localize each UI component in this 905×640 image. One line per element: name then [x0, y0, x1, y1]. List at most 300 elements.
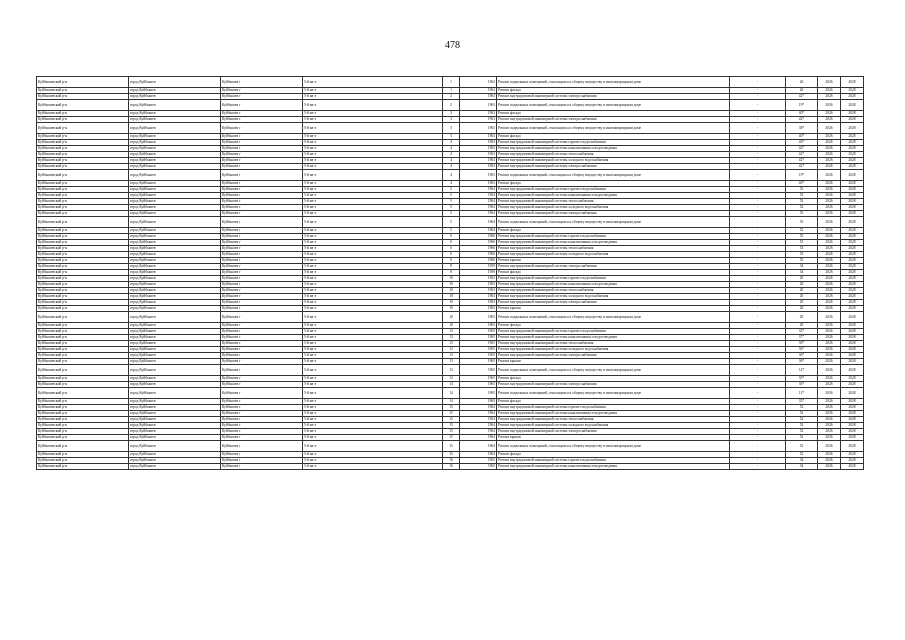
cell-address: 5-й кв-л [303, 240, 443, 246]
cell-cost: 52 [786, 435, 818, 441]
cell-year-end: 2028 [841, 288, 864, 294]
cell-district: Куйбышевский р-н [37, 211, 129, 217]
cell-house-number: 15 [443, 423, 460, 429]
cell-locality: город Куйбышев [129, 405, 221, 411]
cell-locality: город Куйбышев [129, 152, 221, 158]
cell-dash: - [730, 388, 786, 399]
cell-house-number: 10 [443, 294, 460, 300]
cell-street: Куйбышев г [221, 335, 303, 341]
cell-cost: 42* [786, 152, 818, 158]
cell-street: Куйбышев г [221, 435, 303, 441]
cell-year-end: 2028 [841, 234, 864, 240]
cell-street: Куйбышев г [221, 429, 303, 435]
cell-year-end: 2028 [841, 205, 864, 211]
cell-cost: 52 [786, 441, 818, 452]
cell-dash: - [730, 347, 786, 353]
cell-house-number: 4 [443, 164, 460, 170]
cell-street: Куйбышев г [221, 252, 303, 258]
cell-work-type: Ремонт внутридомовой инженерной системы холодного водоснабжения [497, 423, 730, 429]
cell-year-built: 1964 [460, 405, 497, 411]
cell-house-number: 8 [443, 264, 460, 270]
cell-year-start: 2026 [818, 246, 841, 252]
repair-schedule-table [36, 76, 864, 470]
cell-district: Куйбышевский р-н [37, 181, 129, 187]
cell-dash: - [730, 152, 786, 158]
cell-district: Куйбышевский р-н [37, 335, 129, 341]
cell-house-number: 6 [443, 252, 460, 258]
cell-address: 5-й кв-л [303, 347, 443, 353]
cell-dash: - [730, 234, 786, 240]
cell-address: 5-й кв-л [303, 140, 443, 146]
cell-year-start: 2026 [818, 88, 841, 94]
cell-year-start: 2026 [818, 117, 841, 123]
cell-year-built: 1966 [460, 246, 497, 252]
cell-year-built: 1963 [460, 158, 497, 164]
cell-year-start: 2026 [818, 234, 841, 240]
cell-year-start: 2026 [818, 158, 841, 164]
cell-address: 5-й кв-л [303, 300, 443, 306]
cell-cost: 40* [786, 111, 818, 117]
cell-dash: - [730, 276, 786, 282]
cell-address: 5-й кв-л [303, 77, 443, 88]
cell-locality: город Куйбышев [129, 88, 221, 94]
cell-year-start: 2026 [818, 211, 841, 217]
cell-year-built: 1963 [460, 140, 497, 146]
cell-district: Куйбышевский р-н [37, 187, 129, 193]
cell-work-type: Ремонт фасада [497, 228, 730, 234]
cell-locality: город Куйбышев [129, 205, 221, 211]
cell-dash: - [730, 405, 786, 411]
cell-address: 5-й кв-л [303, 306, 443, 312]
cell-year-start: 2026 [818, 111, 841, 117]
cell-house-number: 5 [443, 199, 460, 205]
cell-dash: - [730, 170, 786, 181]
cell-dash: - [730, 240, 786, 246]
cell-street: Куйбышев г [221, 441, 303, 452]
cell-address: 5-й кв-л [303, 170, 443, 181]
cell-work-type: Ремонт подвальных помещений, относящихся к общему имуществу в многоквартирном доме [497, 312, 730, 323]
cell-year-built: 1963 [460, 276, 497, 282]
cell-locality: город Куйбышев [129, 423, 221, 429]
cell-year-start: 2026 [818, 270, 841, 276]
cell-district: Куйбышевский р-н [37, 423, 129, 429]
cell-street: Куйбышев г [221, 341, 303, 347]
cell-dash: - [730, 123, 786, 134]
cell-district: Куйбышевский р-н [37, 359, 129, 365]
cell-house-number: 14 [443, 399, 460, 405]
cell-year-built: 1965 [460, 329, 497, 335]
cell-year-built: 1964 [460, 217, 497, 228]
cell-cost: 19* [786, 100, 818, 111]
cell-year-built: 1965 [460, 464, 497, 470]
cell-district: Куйбышевский р-н [37, 435, 129, 441]
cell-locality: город Куйбышев [129, 146, 221, 152]
cell-district: Куйбышевский р-н [37, 199, 129, 205]
cell-year-end: 2028 [841, 411, 864, 417]
cell-year-built: 1965 [460, 341, 497, 347]
cell-year-start: 2026 [818, 312, 841, 323]
cell-work-type: Ремонт внутридомовой инженерной системы электроснабжения [497, 164, 730, 170]
cell-street: Куйбышев г [221, 353, 303, 359]
cell-house-number: 3 [443, 117, 460, 123]
cell-year-built: 1964 [460, 435, 497, 441]
cell-cost: 20 [786, 306, 818, 312]
cell-street: Куйбышев г [221, 452, 303, 458]
cell-year-start: 2026 [818, 187, 841, 193]
cell-cost: 53 [786, 211, 818, 217]
cell-street: Куйбышев г [221, 134, 303, 140]
cell-year-end: 2028 [841, 134, 864, 140]
cell-cost: 53 [786, 193, 818, 199]
cell-house-number: 10 [443, 306, 460, 312]
cell-work-type: Ремонт фасада [497, 181, 730, 187]
cell-house-number: 5 [443, 211, 460, 217]
cell-cost: 20 [786, 276, 818, 282]
cell-cost: 42* [786, 164, 818, 170]
cell-address: 5-й кв-л [303, 411, 443, 417]
cell-year-start: 2026 [818, 264, 841, 270]
cell-address: 5-й кв-л [303, 258, 443, 264]
cell-cost: 53 [786, 187, 818, 193]
cell-year-built: 1966 [460, 252, 497, 258]
cell-year-start: 2026 [818, 300, 841, 306]
cell-cost: 53 [786, 217, 818, 228]
cell-year-built: 1964 [460, 429, 497, 435]
cell-cost: 53 [786, 240, 818, 246]
cell-year-start: 2026 [818, 140, 841, 146]
cell-house-number: 4 [443, 158, 460, 164]
cell-dash: - [730, 217, 786, 228]
cell-district: Куйбышевский р-н [37, 464, 129, 470]
cell-cost: 53 [786, 234, 818, 240]
cell-year-start: 2026 [818, 452, 841, 458]
cell-year-built: 1963 [460, 164, 497, 170]
cell-cost: 52 [786, 452, 818, 458]
cell-locality: город Куйбышев [129, 312, 221, 323]
cell-locality: город Куйбышев [129, 306, 221, 312]
cell-year-start: 2026 [818, 376, 841, 382]
cell-year-built: 1963 [460, 152, 497, 158]
cell-dash: - [730, 288, 786, 294]
cell-district: Куйбышевский р-н [37, 365, 129, 376]
cell-dash: - [730, 300, 786, 306]
cell-year-end: 2028 [841, 441, 864, 452]
cell-street: Куйбышев г [221, 347, 303, 353]
cell-cost: 53 [786, 199, 818, 205]
cell-street: Куйбышев г [221, 111, 303, 117]
cell-locality: город Куйбышев [129, 359, 221, 365]
cell-year-end: 2028 [841, 270, 864, 276]
cell-year-end: 2028 [841, 77, 864, 88]
cell-house-number: 15 [443, 435, 460, 441]
cell-address: 5-й кв-л [303, 282, 443, 288]
cell-cost: 34 [786, 264, 818, 270]
cell-address: 5-й кв-л [303, 234, 443, 240]
cell-year-end: 2028 [841, 458, 864, 464]
table-row [37, 100, 864, 111]
cell-work-type: Ремонт внутридомовой инженерной системы канализования и водоотведения [497, 240, 730, 246]
cell-year-end: 2028 [841, 181, 864, 187]
cell-district: Куйбышевский р-н [37, 312, 129, 323]
cell-house-number: 13 [443, 376, 460, 382]
cell-street: Куйбышев г [221, 258, 303, 264]
cell-year-built: 1959 [460, 264, 497, 270]
cell-district: Куйбышевский р-н [37, 258, 129, 264]
cell-year-built: 1963 [460, 282, 497, 288]
table-row [37, 312, 864, 323]
table-row [37, 441, 864, 452]
cell-locality: город Куйбышев [129, 435, 221, 441]
cell-address: 5-й кв-л [303, 464, 443, 470]
cell-year-built: 1965 [460, 359, 497, 365]
cell-year-start: 2026 [818, 347, 841, 353]
cell-year-start: 2026 [818, 100, 841, 111]
cell-dash: - [730, 365, 786, 376]
cell-house-number: 2 [443, 94, 460, 100]
cell-address: 5-й кв-л [303, 264, 443, 270]
cell-dash: - [730, 252, 786, 258]
cell-street: Куйбышев г [221, 329, 303, 335]
cell-district: Куйбышевский р-н [37, 111, 129, 117]
table-row [37, 365, 864, 376]
cell-locality: город Куйбышев [129, 411, 221, 417]
cell-address: 5-й кв-л [303, 117, 443, 123]
cell-dash: - [730, 423, 786, 429]
cell-year-end: 2028 [841, 94, 864, 100]
cell-district: Куйбышевский р-н [37, 193, 129, 199]
cell-cost: 53 [786, 246, 818, 252]
cell-cost: 37* [786, 335, 818, 341]
cell-cost: 42* [786, 94, 818, 100]
cell-work-type: Ремонт подвальных помещений, относящихся к общему имуществу в многоквартирном доме [497, 441, 730, 452]
cell-address: 5-й кв-л [303, 329, 443, 335]
cell-street: Куйбышев г [221, 264, 303, 270]
cell-year-start: 2026 [818, 429, 841, 435]
cell-cost: 36* [786, 347, 818, 353]
cell-house-number: 5 [443, 187, 460, 193]
cell-cost: 20 [786, 312, 818, 323]
cell-year-start: 2026 [818, 353, 841, 359]
cell-house-number: 14 [443, 382, 460, 388]
table-row [37, 170, 864, 181]
cell-year-end: 2028 [841, 228, 864, 234]
cell-locality: город Куйбышев [129, 399, 221, 405]
cell-work-type: Ремонт внутридомовой инженерной системы канализования и водоотведения [497, 193, 730, 199]
cell-work-type: Ремонт внутридомовой инженерной системы горячего водоснабжения [497, 187, 730, 193]
cell-year-end: 2028 [841, 435, 864, 441]
cell-work-type: Ремонт крыши [497, 359, 730, 365]
cell-district: Куйбышевский р-н [37, 270, 129, 276]
cell-cost: 19* [786, 170, 818, 181]
cell-work-type: Ремонт внутридомовой инженерной системы холодного водоснабжения [497, 205, 730, 211]
cell-dash: - [730, 312, 786, 323]
cell-cost: 53 [786, 258, 818, 264]
cell-locality: город Куйбышев [129, 234, 221, 240]
cell-street: Куйбышев г [221, 205, 303, 211]
cell-year-built: 1963 [460, 294, 497, 300]
cell-district: Куйбышевский р-н [37, 306, 129, 312]
cell-house-number: 13 [443, 347, 460, 353]
cell-year-end: 2028 [841, 300, 864, 306]
cell-cost: 34 [786, 464, 818, 470]
cell-cost: 12* [786, 365, 818, 376]
cell-dash: - [730, 134, 786, 140]
cell-year-end: 2028 [841, 359, 864, 365]
cell-year-built: 1963 [460, 288, 497, 294]
cell-address: 5-й кв-л [303, 423, 443, 429]
cell-work-type: Ремонт подвальных помещений, относящихся к общему имуществу в многоквартирном доме [497, 100, 730, 111]
cell-year-start: 2026 [818, 282, 841, 288]
cell-district: Куйбышевский р-н [37, 399, 129, 405]
cell-year-end: 2028 [841, 312, 864, 323]
cell-work-type: Ремонт внутридомовой инженерной системы электроснабжения [497, 264, 730, 270]
cell-year-built: 1964 [460, 417, 497, 423]
cell-cost: 30* [786, 341, 818, 347]
cell-district: Куйбышевский р-н [37, 170, 129, 181]
cell-district: Куйбышевский р-н [37, 417, 129, 423]
cell-year-end: 2028 [841, 199, 864, 205]
cell-dash: - [730, 158, 786, 164]
cell-year-start: 2026 [818, 199, 841, 205]
cell-year-built: 1963 [460, 300, 497, 306]
cell-house-number: 13 [443, 365, 460, 376]
cell-work-type: Ремонт внутридомовой инженерной системы холодного водоснабжения [497, 158, 730, 164]
cell-year-built: 1965 [460, 399, 497, 405]
cell-dash: - [730, 77, 786, 88]
cell-year-start: 2026 [818, 294, 841, 300]
cell-house-number: 5 [443, 205, 460, 211]
cell-street: Куйбышев г [221, 228, 303, 234]
cell-street: Куйбышев г [221, 152, 303, 158]
cell-street: Куйбышев г [221, 193, 303, 199]
cell-year-built: 1966 [460, 258, 497, 264]
cell-house-number: 6 [443, 240, 460, 246]
cell-house-number: 6 [443, 234, 460, 240]
cell-address: 5-й кв-л [303, 458, 443, 464]
cell-year-end: 2028 [841, 111, 864, 117]
cell-house-number: 5 [443, 217, 460, 228]
cell-district: Куйбышевский р-н [37, 158, 129, 164]
cell-locality: город Куйбышев [129, 246, 221, 252]
cell-house-number: 14 [443, 388, 460, 399]
cell-cost: 42* [786, 146, 818, 152]
cell-dash: - [730, 187, 786, 193]
cell-year-end: 2028 [841, 294, 864, 300]
cell-street: Куйбышев г [221, 158, 303, 164]
cell-dash: - [730, 199, 786, 205]
cell-house-number: 4 [443, 181, 460, 187]
cell-year-start: 2026 [818, 228, 841, 234]
cell-locality: город Куйбышев [129, 111, 221, 117]
cell-district: Куйбышевский р-н [37, 388, 129, 399]
cell-year-start: 2026 [818, 458, 841, 464]
cell-work-type: Ремонт внутридомовой инженерной системы теплоснабжения [497, 199, 730, 205]
cell-street: Куйбышев г [221, 140, 303, 146]
cell-locality: город Куйбышев [129, 365, 221, 376]
cell-work-type: Ремонт фасада [497, 376, 730, 382]
cell-district: Куйбышевский р-н [37, 429, 129, 435]
cell-dash: - [730, 193, 786, 199]
cell-dash: - [730, 270, 786, 276]
cell-cost: 52 [786, 411, 818, 417]
cell-work-type: Ремонт крыши [497, 435, 730, 441]
cell-cost: 38* [786, 123, 818, 134]
cell-locality: город Куйбышев [129, 211, 221, 217]
cell-year-built: 1965 [460, 365, 497, 376]
cell-locality: город Куйбышев [129, 294, 221, 300]
cell-address: 5-й кв-л [303, 228, 443, 234]
cell-year-start: 2026 [818, 276, 841, 282]
cell-year-end: 2028 [841, 335, 864, 341]
cell-year-built: 1963 [460, 306, 497, 312]
cell-work-type: Ремонт внутридомовой инженерной системы электроснабжения [497, 353, 730, 359]
cell-street: Куйбышев г [221, 270, 303, 276]
cell-locality: город Куйбышев [129, 335, 221, 341]
cell-dash: - [730, 382, 786, 388]
cell-address: 5-й кв-л [303, 417, 443, 423]
cell-locality: город Куйбышев [129, 376, 221, 382]
cell-work-type: Ремонт внутридомовой инженерной системы электроснабжения [497, 300, 730, 306]
cell-street: Куйбышев г [221, 294, 303, 300]
cell-cost: 20 [786, 300, 818, 306]
cell-house-number: 4 [443, 140, 460, 146]
cell-work-type: Ремонт внутридомовой инженерной системы горячего водоснабжения [497, 405, 730, 411]
cell-house-number: 4 [443, 170, 460, 181]
cell-year-end: 2028 [841, 341, 864, 347]
cell-year-start: 2026 [818, 181, 841, 187]
cell-street: Куйбышев г [221, 376, 303, 382]
cell-cost: 36* [786, 382, 818, 388]
cell-year-end: 2028 [841, 429, 864, 435]
cell-year-built: 1964 [460, 205, 497, 211]
cell-year-end: 2028 [841, 323, 864, 329]
cell-locality: город Куйбышев [129, 452, 221, 458]
cell-address: 5-й кв-л [303, 123, 443, 134]
cell-year-end: 2028 [841, 88, 864, 94]
cell-house-number: 16 [443, 464, 460, 470]
cell-work-type: Ремонт фасада [497, 323, 730, 329]
cell-house-number: 6 [443, 246, 460, 252]
cell-house-number: 2 [443, 111, 460, 117]
cell-district: Куйбышевский р-н [37, 134, 129, 140]
cell-house-number: 10 [443, 300, 460, 306]
cell-street: Куйбышев г [221, 423, 303, 429]
cell-address: 5-й кв-л [303, 134, 443, 140]
cell-house-number: 10 [443, 312, 460, 323]
cell-year-built: 1963 [460, 181, 497, 187]
cell-district: Куйбышевский р-н [37, 329, 129, 335]
cell-street: Куйбышев г [221, 417, 303, 423]
cell-house-number: 10 [443, 276, 460, 282]
cell-work-type: Ремонт фасада [497, 452, 730, 458]
cell-district: Куйбышевский р-н [37, 146, 129, 152]
cell-work-type: Ремонт внутридомовой инженерной системы горячего водоснабжения [497, 234, 730, 240]
cell-year-end: 2028 [841, 170, 864, 181]
cell-year-end: 2028 [841, 117, 864, 123]
cell-address: 5-й кв-л [303, 341, 443, 347]
cell-year-end: 2028 [841, 193, 864, 199]
cell-year-built: 1964 [460, 441, 497, 452]
cell-locality: город Куйбышев [129, 323, 221, 329]
cell-street: Куйбышев г [221, 411, 303, 417]
cell-work-type: Ремонт внутридомовой инженерной системы горячего водоснабжения [497, 329, 730, 335]
cell-address: 5-й кв-л [303, 211, 443, 217]
cell-street: Куйбышев г [221, 170, 303, 181]
cell-year-built: 1962 [460, 88, 497, 94]
cell-dash: - [730, 88, 786, 94]
cell-house-number: 13 [443, 353, 460, 359]
cell-house-number: 13 [443, 341, 460, 347]
